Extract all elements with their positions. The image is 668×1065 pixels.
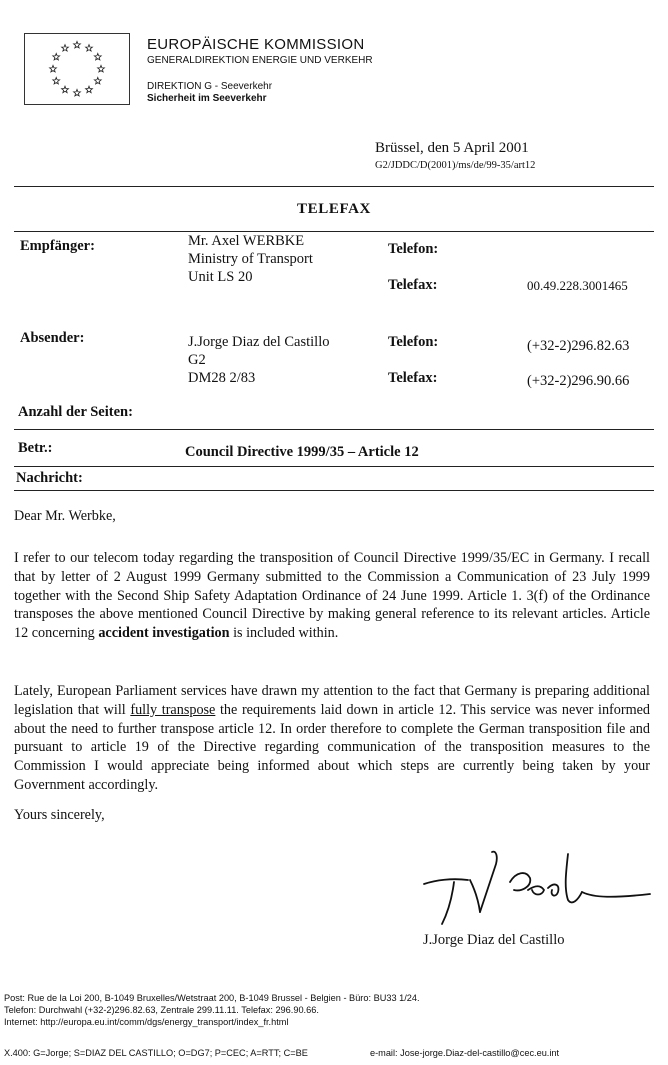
- sender-address: [188, 333, 330, 387]
- directorate: DIREKTION G - Seeverkehr: [147, 81, 273, 92]
- sender-line: J.Jorge Diaz del Castillo: [188, 334, 330, 350]
- star-icon: [62, 86, 69, 93]
- org-subtitle: GENERALDIREKTION ENERGIE UND VERKEHR: [147, 55, 373, 66]
- recipient-line: Ministry of Transport: [188, 251, 313, 267]
- star-icon: [94, 77, 101, 84]
- doc-title: TELEFAX: [297, 201, 371, 217]
- underlined-text: fully transpose: [130, 701, 216, 718]
- subject-label: Betr.:: [18, 440, 53, 456]
- footer-post: Post: Rue de la Loi 200, B-1049 Bruxelles/Wetstraat 200, B-1049 Brussel - Belgien - Büro: BU33 1/24.: [4, 993, 420, 1003]
- sender-line: G2: [188, 352, 206, 368]
- recipient-line: Unit LS 20: [188, 269, 253, 285]
- closing: Yours sincerely,: [14, 807, 105, 823]
- star-icon: [62, 45, 69, 52]
- sender-line: DM28 2/83: [188, 370, 256, 386]
- sender-fax-label: Telefax:: [388, 370, 438, 386]
- star-icon: [74, 41, 81, 48]
- date-line: Brüssel, den 5 April 2001: [375, 140, 529, 156]
- paragraph-2: Lately, European Parliament services have drawn my attention to the fact that Germany is preparing additional legislation that will fully transpose the requirements laid down in article 12. This service was never informed about the need to further transpose article 12. In order therefore to complete the German transposition file and pursuant to article 19 of the Directive regarding communication of the transposition measures to the Commission I would appreciate being informed about which steps are currently being taken by your Government accordingly.: [14, 683, 651, 793]
- recipient-fax-label: Telefax:: [388, 277, 438, 293]
- divider: [14, 490, 654, 491]
- reference-number: G2/JDDC/D(2001)/ms/de/99-35/art12: [375, 160, 536, 171]
- star-icon: [86, 45, 93, 52]
- org-name: EUROPÄISCHE KOMMISSION: [147, 36, 365, 53]
- handwritten-signature: [418, 842, 658, 932]
- star-icon: [74, 89, 81, 96]
- recipient-line: Mr. Axel WERBKE: [188, 233, 305, 249]
- divider: [14, 429, 654, 430]
- salutation: Dear Mr. Werbke,: [14, 508, 116, 524]
- eu-flag-logo: [24, 33, 130, 105]
- divider: [14, 231, 654, 232]
- unit-name: Sicherheit im Seeverkehr: [147, 93, 267, 104]
- star-icon: [86, 86, 93, 93]
- recipient-phone-label: Telefon:: [388, 241, 439, 257]
- sender-phone: (+32-2)296.82.63: [527, 338, 630, 354]
- sender-fax: (+32-2)296.90.66: [527, 373, 630, 389]
- star-icon: [53, 77, 60, 84]
- sender-label: Absender:: [20, 330, 85, 346]
- divider: [14, 186, 654, 187]
- footer-x400: X.400: G=Jorge; S=DIAZ DEL CASTILLO; O=DG7; P=CEC; A=RTT; C=BE: [4, 1048, 308, 1058]
- star-icon: [50, 65, 57, 72]
- recipient-label: Empfänger:: [20, 238, 95, 254]
- message-label: Nachricht:: [16, 470, 83, 486]
- star-icon: [94, 53, 101, 60]
- pages-label: Anzahl der Seiten:: [18, 404, 133, 420]
- eu-stars-icon: [25, 34, 129, 104]
- signatory-name: J.Jorge Diaz del Castillo: [423, 932, 565, 948]
- footer-email: e-mail: Jose-jorge.Diaz-del-castillo@cec.eu.int: [370, 1048, 560, 1058]
- star-icon: [98, 65, 105, 72]
- recipient-fax: 00.49.228.3001465: [527, 278, 628, 293]
- emphasis-text: accident investigation: [98, 625, 230, 642]
- paragraph-1: I refer to our telecom today regarding the transposition of Council Directive 1999/35/EC in Germany. I recall that by letter of 2 August 1999 Germany submitted to the Commission a Communication of 23 July 1999 together with the Second Ship Safety Adaptation Ordinance of 24 June 1999. Article 1. 3(f) of the Ordinance transposes the above mentioned Council Directive by making general reference to its relevant articles. Article 12 concerning accident investigation is included within.: [14, 550, 650, 642]
- star-icon: [53, 53, 60, 60]
- sender-phone-label: Telefon:: [388, 334, 439, 350]
- divider: [14, 466, 654, 467]
- subject-text: Council Directive 1999/35 – Article 12: [185, 444, 419, 460]
- footer-phone: Telefon: Durchwahl (+32-2)296.82.63, Zentrale 299.11.11. Telefax: 296.90.66.: [4, 1005, 319, 1015]
- footer-internet: Internet: http://europa.eu.int/comm/dgs/energy_transport/index_fr.html: [4, 1017, 289, 1027]
- recipient-address: [188, 232, 313, 286]
